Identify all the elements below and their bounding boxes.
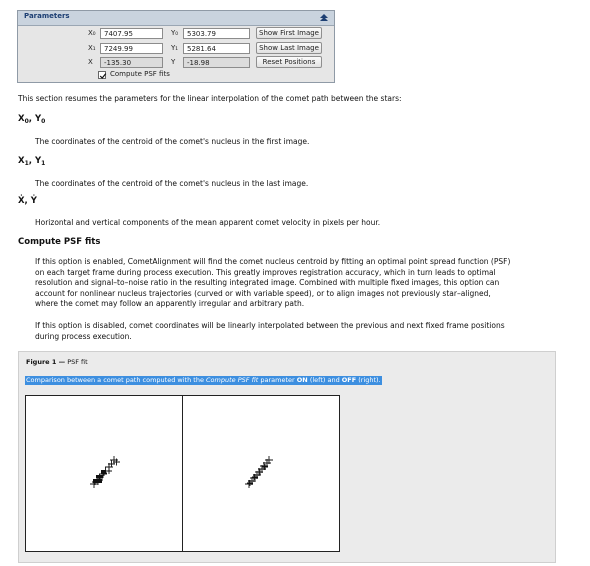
chevron-up-icon[interactable] (319, 13, 329, 23)
intro-text: This section resumes the parameters for the linear interpolation of the comet path between the stars: (18, 94, 402, 103)
y1-label: Y₁ (171, 44, 179, 52)
panel-title: Parameters (24, 12, 70, 20)
figure-psf-fit (18, 351, 556, 563)
check-icon (99, 72, 107, 80)
compute-psf-checkbox-label[interactable]: Compute PSF fits (110, 70, 170, 78)
comet-path-plot-psf-on (26, 396, 181, 550)
x0-y0-description: The coordinates of the centroid of the comet's nucleus in the first image. (35, 137, 310, 146)
velocity-description: Horizontal and vertical components of the mean apparent comet velocity in pixels per hour. (35, 218, 381, 227)
x1-label: X₁ (88, 44, 96, 52)
compute-psf-paragraph-enabled: If this option is enabled, CometAlignment will find the comet nucleus centroid by fitting an optimal point spread function (PSF) on each target frame during process execution. This greatly improves registration accuracy, which in turn leads to optimal resolution and signal–to–noise ratio in the resulting integrated image. Combined with multiple fixed images, this option can account for nonlinear nucleus trajectories (curved or with variable speed), or to align images not previously star–aligned, where the comet may follow an apparently irregular and arbitrary path. (35, 257, 511, 309)
x1-y1-description: The coordinates of the centroid of the comet's nucleus in the last image. (35, 179, 309, 188)
x0-label: X₀ (88, 29, 96, 37)
x-velocity-label: X (88, 58, 93, 66)
figure-image-psf-off (182, 395, 340, 552)
x-velocity-field: -135.30 (100, 57, 163, 68)
x1-field[interactable]: 7249.99 (100, 43, 163, 54)
reset-positions-button[interactable]: Reset Positions (256, 56, 322, 68)
figure-title: Figure 1 — PSF fit (26, 358, 88, 366)
figure-image-psf-on (25, 395, 183, 552)
compute-psf-paragraph-disabled: If this option is disabled, comet coordinates will be linearly interpolated between the previous and next fixed frame positions during process execution. (35, 321, 505, 341)
heading-compute-psf-fits: Compute PSF fits (18, 237, 101, 247)
y0-field[interactable]: 5303.79 (183, 28, 250, 39)
y-velocity-field: -18.98 (183, 57, 250, 68)
y-velocity-label: Y (171, 58, 176, 66)
compute-psf-checkbox[interactable] (98, 71, 106, 79)
heading-velocity: Ẋ, Ẏ (18, 196, 37, 206)
x0-field[interactable]: 7407.95 (100, 28, 163, 39)
figure-caption: Comparison between a comet path computed with the Compute PSF fit parameter ON (left) and OFF (right). (26, 376, 381, 384)
parameters-panel (17, 10, 335, 83)
y0-label: Y₀ (171, 29, 179, 37)
y1-field[interactable]: 5281.64 (183, 43, 250, 54)
heading-x1-y1: $X_1$, $Y_1$ (18, 156, 46, 167)
comet-path-plot-psf-off (183, 396, 338, 550)
heading-x0-y0: $X_0$, $Y_0$ (18, 114, 46, 125)
show-last-image-button[interactable]: Show Last Image (256, 42, 322, 54)
panel-header[interactable] (18, 11, 334, 26)
show-first-image-button[interactable]: Show First Image (256, 27, 322, 39)
